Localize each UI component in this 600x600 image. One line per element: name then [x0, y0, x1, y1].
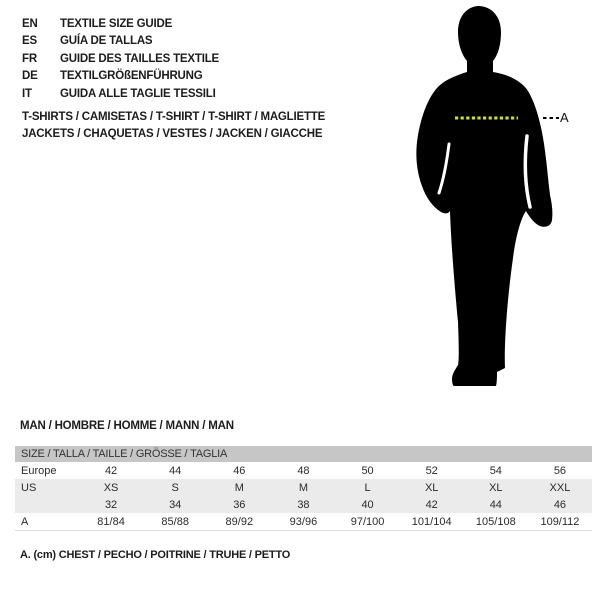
table-cell: 54	[489, 464, 502, 477]
table-cell: 32	[104, 498, 118, 511]
table-cell: XL	[489, 481, 503, 494]
language-label: GUÍA DE TALLAS	[60, 35, 153, 48]
table-cell: 105/108	[475, 515, 516, 528]
language-code: EN	[22, 17, 38, 30]
language-label: TEXTILE SIZE GUIDE	[60, 17, 173, 30]
table-cell: 46	[233, 464, 246, 477]
table-cell: L	[364, 481, 371, 494]
row-label: US	[21, 481, 37, 494]
table-cell: XS	[103, 481, 119, 494]
table-cell: 34	[169, 498, 182, 511]
table-row-numeric	[15, 496, 592, 513]
table-cell: 42	[425, 498, 438, 511]
table-cell: 48	[297, 464, 310, 477]
table-cell: 56	[553, 464, 567, 477]
table-row-chest-a	[15, 513, 592, 531]
language-code: ES	[22, 35, 37, 48]
table-cell: 36	[233, 498, 246, 511]
table-cell: 40	[361, 498, 374, 511]
table-cell: 38	[297, 498, 310, 511]
table-cell: 46	[553, 498, 567, 511]
table-cell: 109/112	[540, 515, 580, 528]
category-line-jackets: JACKETS / CHAQUETAS / VESTES / JACKEN / GIACCHE	[22, 127, 323, 140]
language-label: GUIDA ALLE TAGLIE TESSILI	[60, 87, 216, 100]
table-cell: 81/84	[97, 515, 125, 528]
table-cell: S	[171, 481, 179, 494]
table-cell: 44	[169, 464, 182, 477]
man-silhouette-figure	[400, 0, 585, 395]
table-cell: 52	[425, 464, 438, 477]
row-label: Europe	[21, 464, 57, 477]
table-cell: 42	[104, 464, 118, 477]
table-cell: 89/92	[225, 515, 254, 528]
table-cell: XL	[424, 481, 439, 494]
language-code: DE	[22, 70, 38, 83]
table-cell: 44	[489, 498, 502, 511]
language-row	[22, 68, 219, 86]
table-cell: M	[234, 481, 244, 494]
measurement-footnote: A. (cm) CHEST / PECHO / POITRINE / TRUHE / PETTO	[20, 549, 291, 561]
language-row	[22, 50, 219, 68]
language-label: TEXTILGRÖßENFÜHRUNG	[60, 70, 203, 83]
table-cell: 50	[361, 464, 374, 477]
row-label: A	[21, 515, 29, 528]
table-cell: 93/96	[289, 515, 318, 528]
language-code: FR	[22, 52, 37, 65]
section-title-man: MAN / HOMBRE / HOMME / MANN / MAN	[20, 420, 234, 432]
table-cell: 101/104	[411, 515, 452, 528]
size-table	[15, 446, 592, 531]
table-row-europe	[15, 462, 592, 479]
language-list	[22, 15, 219, 103]
table-row-us	[15, 479, 592, 496]
category-line-tshirts: T-SHIRTS / CAMISETAS / T-SHIRT / T-SHIRT / MAGLIETTE	[22, 111, 326, 123]
language-label: GUIDE DES TAILLES TEXTILE	[60, 52, 219, 65]
table-cell: XXL	[549, 481, 571, 494]
language-row	[22, 33, 219, 51]
table-cell: M	[298, 481, 309, 494]
language-row	[22, 15, 219, 33]
measure-label-a: A	[560, 110, 569, 125]
language-code: IT	[22, 87, 32, 100]
category-lines	[22, 109, 325, 142]
size-table-header: SIZE / TALLA / TAILLE / GRÖSSE / TAGLIA	[15, 446, 592, 462]
table-cell: 97/100	[350, 515, 385, 528]
table-cell: 85/88	[161, 515, 189, 528]
man-silhouette	[416, 6, 552, 386]
language-row	[22, 85, 219, 103]
